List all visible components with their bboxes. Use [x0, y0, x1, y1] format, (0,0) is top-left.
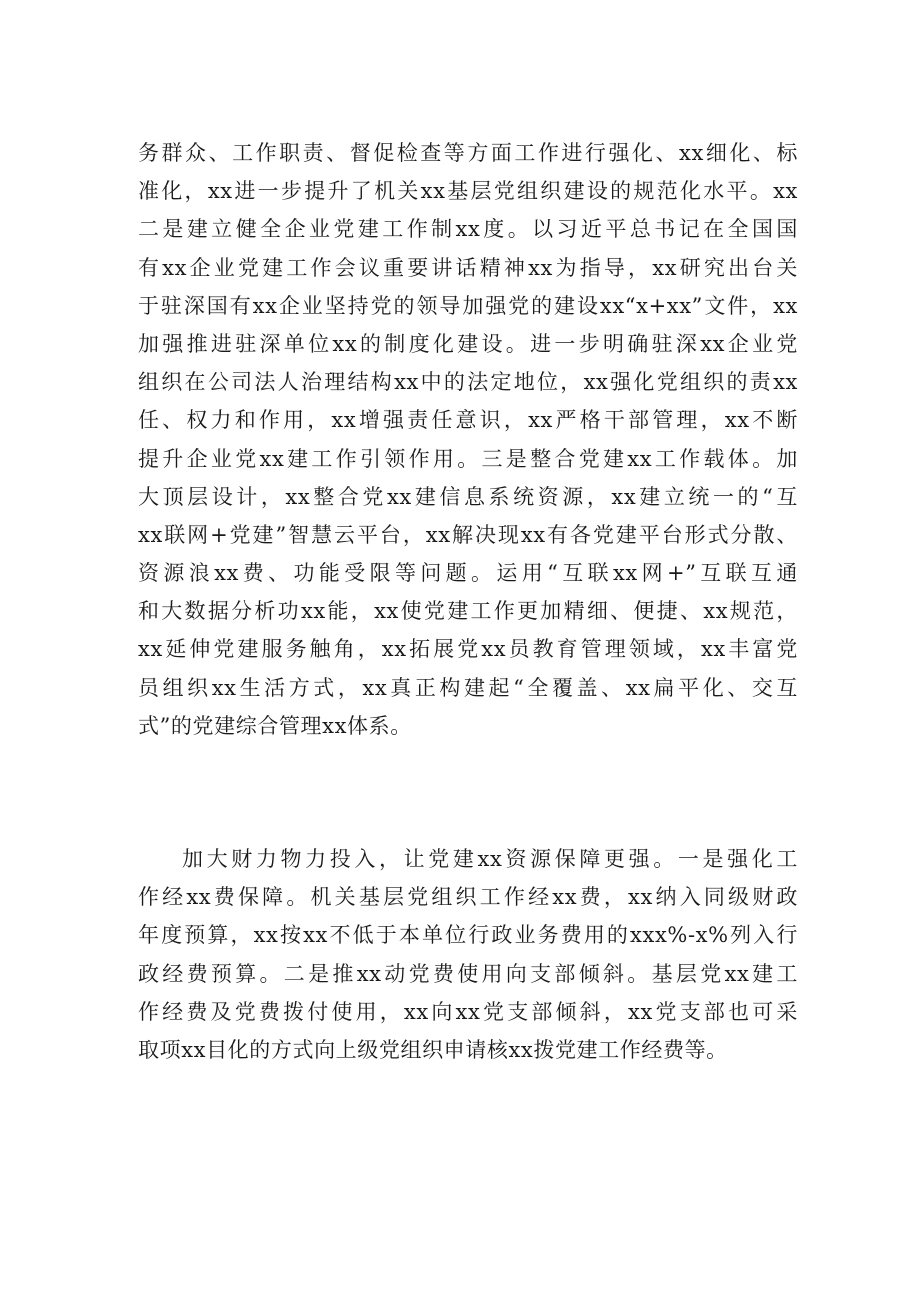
text-line: 二是建立健全企业党建工作制xx度。以习近平总书记在全国国 [138, 217, 798, 242]
text-line: 式”的党建综合管理xx体系。 [138, 713, 412, 738]
text-line: 有xx企业党建工作会议重要讲话精神xx为指导，xx研究出台关 [138, 255, 798, 280]
text-line: 提升企业党xx建工作引领作用。三是整合党建xx工作载体。加 [138, 446, 798, 471]
text-line: 年度预算，xx按xx不低于本单位行政业务费用的xxx%-x%列入行 [138, 923, 798, 948]
text-line: xx联网+党建”智慧云平台，xx解决现xx有各党建平台形式分散、 [138, 522, 798, 547]
text-line: 作经费及党费拨付使用，xx向xx党支部倾斜，xx党支部也可采 [138, 999, 798, 1024]
text-line: 资源浪xx费、功能受限等问题。运用“互联xx网+”互联互通 [138, 561, 798, 586]
paragraph-2 [138, 840, 798, 1069]
text-line: 任、权力和作用，xx增强责任意识，xx严格干部管理，xx不断 [138, 408, 798, 433]
text-line: 于驻深国有xx企业坚持党的领导加强党的建设xx“x+xx”文件，xx [138, 293, 798, 318]
text-line: 和大数据分析功xx能，xx使党建工作更加精细、便捷、xx规范， [138, 599, 798, 624]
text-line: 政经费预算。二是推xx动党费使用向支部倾斜。基层党xx建工 [138, 961, 798, 986]
text-line: 大顶层设计，xx整合党xx建信息系统资源，xx建立统一的“互 [138, 484, 798, 509]
text-line: 取项xx目化的方式向上级党组织申请核xx拨党建工作经费等。 [138, 1037, 728, 1062]
text-line: 务群众、工作职责、督促检查等方面工作进行强化、xx细化、标 [138, 141, 798, 165]
text-line: xx延伸党建服务触角，xx拓展党xx员教育管理领域，xx丰富党 [138, 637, 798, 662]
paragraph-1 [138, 134, 798, 745]
text-line: 准化，xx进一步提升了机关xx基层党组织建设的规范化水平。xx [138, 179, 798, 204]
text-line: 作经xx费保障。机关基层党组织工作经xx费，xx纳入同级财政 [138, 885, 798, 910]
text-line: 组织在公司法人治理结构xx中的法定地位，xx强化党组织的责xx [138, 370, 798, 395]
text-line: 员组织xx生活方式，xx真正构建起“全覆盖、xx扁平化、交互 [138, 675, 798, 700]
text-line: 加强推进驻深单位xx的制度化建设。进一步明确驻深xx企业党 [138, 331, 798, 356]
text-line: 加大财力物力投入，让党建xx资源保障更强。一是强化工 [182, 847, 798, 871]
